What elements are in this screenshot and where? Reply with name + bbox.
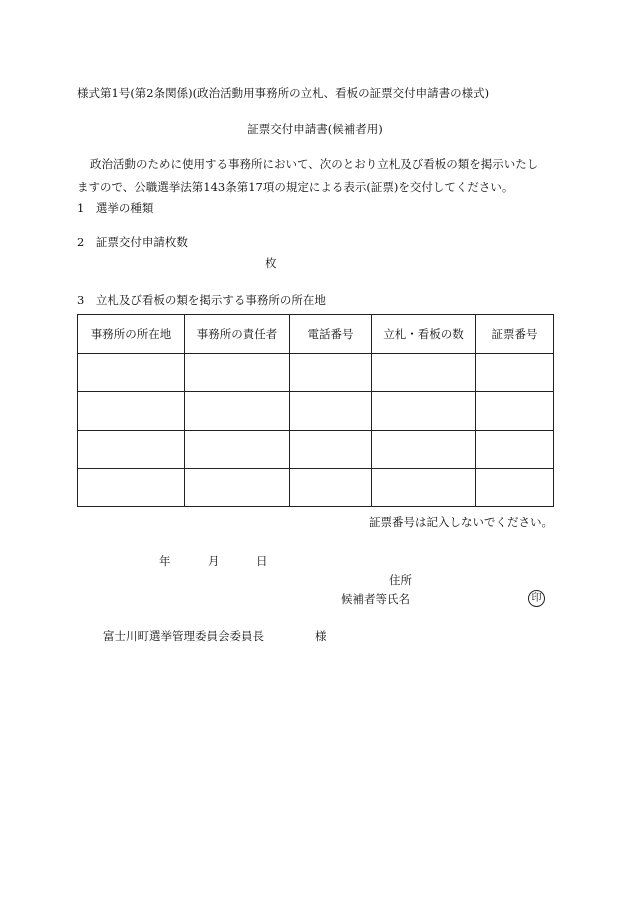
table-cell[interactable] <box>78 354 185 392</box>
table-cell[interactable] <box>185 468 290 506</box>
item-election-type: 1 選挙の種類 <box>77 201 154 215</box>
header-certificate-number: 証票番号 <box>476 315 554 354</box>
seal-icon: 印 <box>528 590 545 607</box>
table-cell[interactable] <box>78 392 185 430</box>
table-cell[interactable] <box>290 468 372 506</box>
addressee: 富士川町選挙管理委員会委員長 <box>103 629 264 643</box>
item-sheet-count: 2 証票交付申請枚数 <box>77 235 188 249</box>
table-cell[interactable] <box>476 468 554 506</box>
intro-text-line-1: 政治活動のために使用する事務所において、次のとおり立札及び看板の類を掲示いたし <box>90 157 539 171</box>
header-sign-count: 立札・看板の数 <box>372 315 476 354</box>
table-cell[interactable] <box>185 392 290 430</box>
table-row <box>78 392 554 430</box>
table-cell[interactable] <box>372 430 476 468</box>
date-month-label: 月 <box>208 554 220 568</box>
table-cell[interactable] <box>78 468 185 506</box>
address-label: 住所 <box>389 573 412 587</box>
table-cell[interactable] <box>476 392 554 430</box>
table-cell[interactable] <box>476 354 554 392</box>
table-cell[interactable] <box>185 430 290 468</box>
honorific: 様 <box>315 629 327 643</box>
table-row <box>78 354 554 392</box>
table-cell[interactable] <box>372 392 476 430</box>
table-row <box>78 430 554 468</box>
table-cell[interactable] <box>290 354 372 392</box>
date-year-label: 年 <box>159 554 171 568</box>
table-cell[interactable] <box>185 354 290 392</box>
table-cell[interactable] <box>290 392 372 430</box>
table-cell[interactable] <box>290 430 372 468</box>
table-note: 証票番号は記入しないでください。 <box>369 515 553 529</box>
candidate-name-label: 候補者等氏名 <box>341 592 410 606</box>
table-cell[interactable] <box>372 468 476 506</box>
document-title: 証票交付申請書(候補者用) <box>247 122 383 136</box>
intro-text-line-2: ますので、公職選挙法第143条第17項の規定による表示(証票)を交付してください。 <box>77 180 514 194</box>
header-office-location: 事務所の所在地 <box>78 315 185 354</box>
table-header-row <box>78 315 554 354</box>
table-row <box>78 468 554 506</box>
office-table <box>77 314 554 507</box>
table-cell[interactable] <box>476 430 554 468</box>
date-day-label: 日 <box>256 554 268 568</box>
header-office-manager: 事務所の責任者 <box>185 315 290 354</box>
table-cell[interactable] <box>372 354 476 392</box>
header-phone-number: 電話番号 <box>290 315 372 354</box>
sheet-unit: 枚 <box>265 256 277 270</box>
table-cell[interactable] <box>78 430 185 468</box>
item-office-location: 3 立札及び看板の類を掲示する事務所の所在地 <box>77 293 326 307</box>
form-number: 様式第1号(第2条関係)(政治活動用事務所の立札、看板の証票交付申請書の様式) <box>77 86 490 100</box>
